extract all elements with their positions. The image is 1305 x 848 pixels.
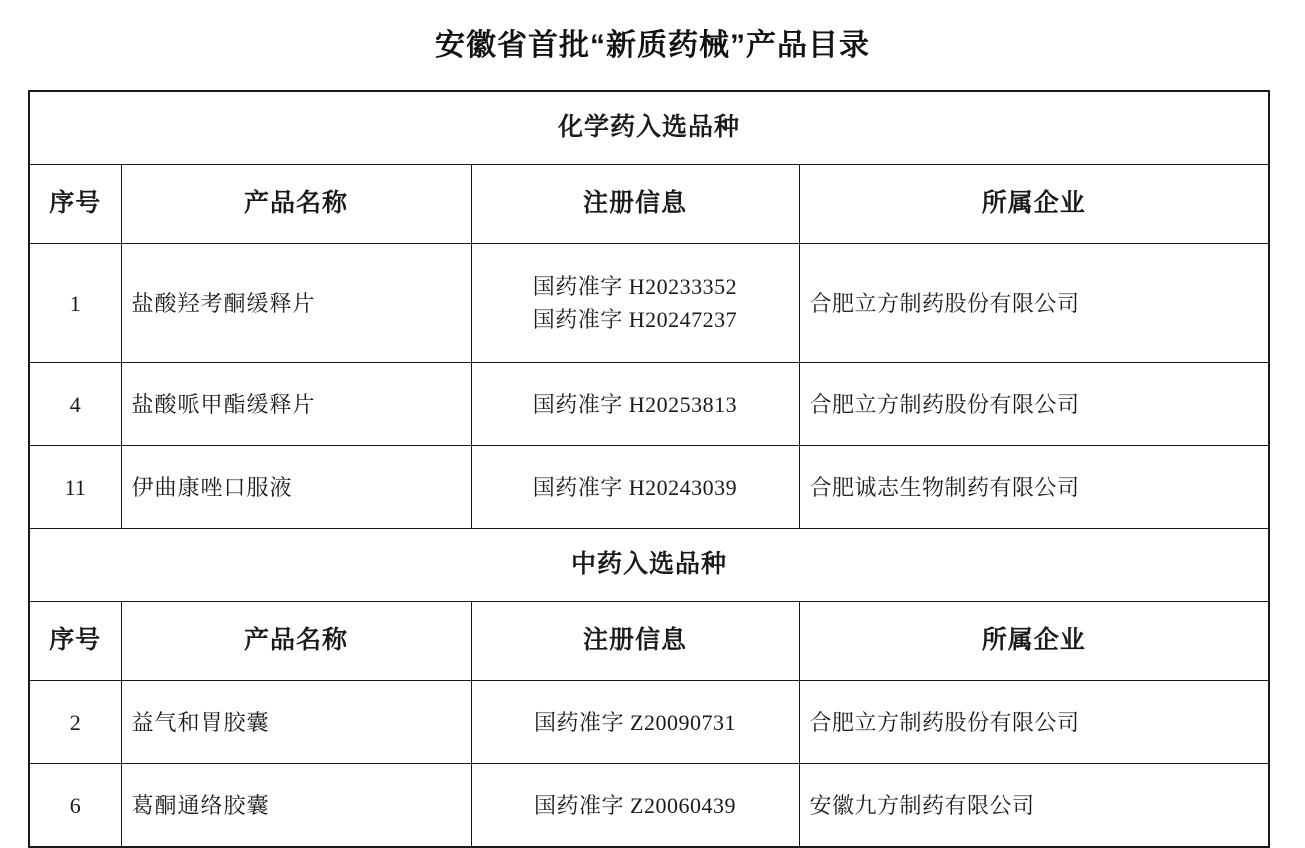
column-header-name: 产品名称 — [121, 165, 471, 244]
registration-line: 国药准字 H20233352 — [532, 274, 738, 299]
column-header-registration: 注册信息 — [471, 165, 799, 244]
row-product-name: 盐酸哌甲酯缓释片 — [121, 363, 471, 446]
column-header-company: 所属企业 — [799, 165, 1269, 244]
document-page — [0, 14, 1305, 838]
row-product-name: 葛酮通络胶囊 — [121, 764, 471, 848]
column-header-no: 序号 — [29, 165, 121, 244]
registration-line: 国药准字 Z20090731 — [534, 709, 736, 735]
row-company: 合肥诚志生物制药有限公司 — [799, 446, 1269, 529]
row-registration — [471, 681, 799, 764]
row-no: 1 — [29, 244, 121, 363]
column-header-company: 所属企业 — [799, 602, 1269, 681]
table-row — [29, 363, 1269, 446]
row-company: 合肥立方制药股份有限公司 — [799, 363, 1269, 446]
column-header-row — [29, 602, 1269, 681]
row-company: 合肥立方制药股份有限公司 — [799, 681, 1269, 764]
row-no: 4 — [29, 363, 121, 446]
row-registration — [471, 244, 799, 363]
column-header-row — [29, 165, 1269, 244]
section-heading-tcm: 中药入选品种 — [29, 529, 1269, 602]
page-title: 安徽省首批“新质药械”产品目录 — [435, 29, 870, 62]
product-catalog-table — [28, 90, 1270, 848]
row-no: 6 — [29, 764, 121, 848]
registration-line: 国药准字 Z20060439 — [534, 792, 736, 818]
row-product-name: 盐酸羟考酮缓释片 — [121, 244, 471, 363]
row-product-name: 伊曲康唑口服液 — [121, 446, 471, 529]
registration-line: 国药准字 H20247237 — [532, 307, 738, 332]
table-row — [29, 244, 1269, 363]
registration-line: 国药准字 H20253813 — [532, 391, 738, 417]
row-no: 2 — [29, 681, 121, 764]
section-heading-chemical: 化学药入选品种 — [29, 91, 1269, 165]
row-company: 合肥立方制药股份有限公司 — [799, 244, 1269, 363]
catalog-table-wrapper — [28, 90, 1277, 848]
row-company: 安徽九方制药有限公司 — [799, 764, 1269, 848]
row-no: 11 — [29, 446, 121, 529]
column-header-name: 产品名称 — [121, 602, 471, 681]
table-row — [29, 681, 1269, 764]
row-registration — [471, 764, 799, 848]
section-heading-row — [29, 529, 1269, 602]
table-row — [29, 446, 1269, 529]
registration-line: 国药准字 H20243039 — [532, 474, 738, 500]
table-row — [29, 764, 1269, 848]
row-product-name: 益气和胃胶囊 — [121, 681, 471, 764]
section-heading-row — [29, 91, 1269, 165]
column-header-no: 序号 — [29, 602, 121, 681]
column-header-registration: 注册信息 — [471, 602, 799, 681]
row-registration — [471, 446, 799, 529]
row-registration — [471, 363, 799, 446]
